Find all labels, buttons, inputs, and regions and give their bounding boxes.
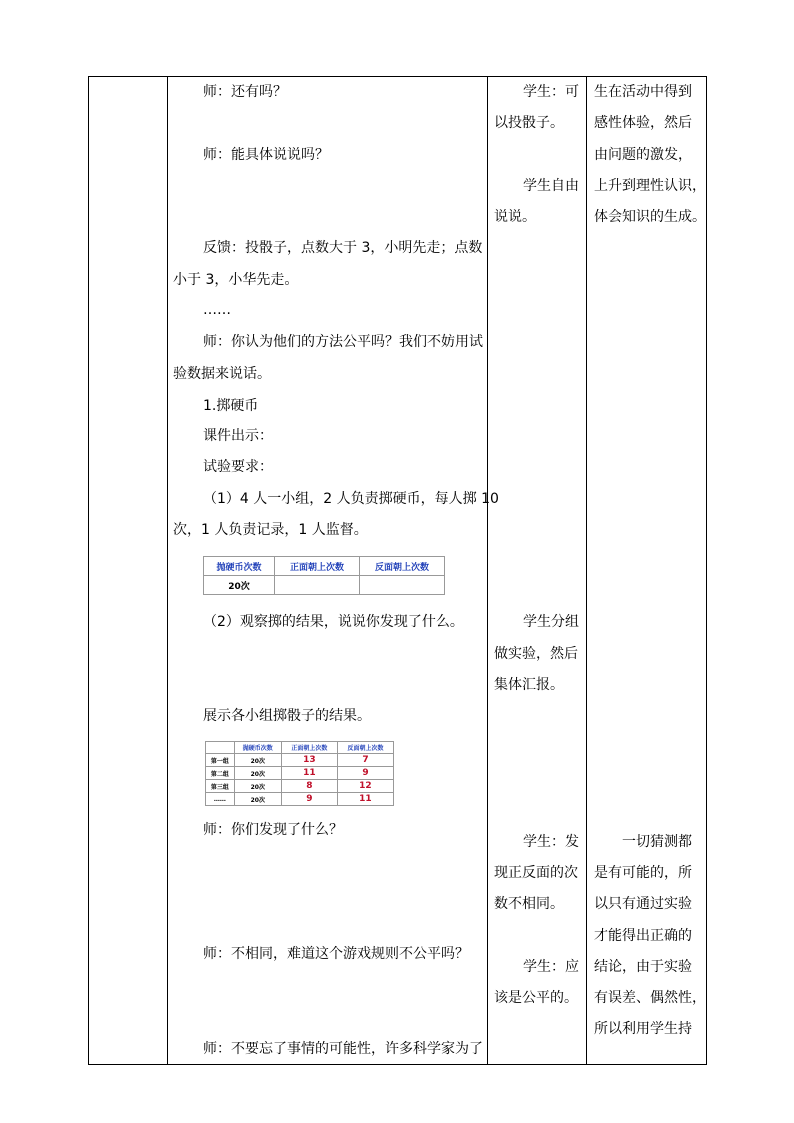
intent-line: 才能得出正确的 [594, 928, 692, 944]
teacher-line: 师：你们发现了什么？ [203, 822, 343, 838]
table-cell: 9 [281, 793, 337, 806]
student-line: 以投骰子。 [494, 115, 564, 131]
student-line: 说说。 [494, 209, 536, 225]
record-table [203, 556, 445, 595]
intent-line: 感性体验，然后 [594, 115, 692, 131]
student-line: 学生：可 [523, 84, 579, 100]
intent-line: 结论，由于实验 [594, 959, 692, 975]
table-row [206, 767, 394, 780]
requirements-label: 试验要求： [203, 459, 273, 475]
table-header: 反面朝上次数 [337, 742, 393, 754]
student-line: 学生自由 [523, 178, 579, 194]
teacher-line: 师：不要忘了事情的可能性，许多科学家为了 [203, 1041, 483, 1057]
table-cell: …… [206, 793, 235, 806]
results-intro: 展示各小组掷骰子的结果。 [203, 708, 371, 724]
student-line: 学生：应 [523, 959, 579, 975]
intent-line: 有误差、偶然性， [594, 990, 706, 1006]
requirement-item: （1）4 人一小组，2 人负责掷硬币，每人掷 10 [203, 491, 499, 507]
table-cell: 7 [337, 754, 393, 767]
student-line: 该是公平的。 [494, 990, 578, 1006]
table-row [206, 780, 394, 793]
table-header: 正面朝上次数 [275, 557, 360, 576]
table-cell: 11 [281, 767, 337, 780]
table-header: 抛硬币次数 [234, 742, 281, 754]
teacher-line: 师：能具体说说吗？ [203, 147, 329, 163]
courseware-label: 课件出示： [203, 428, 273, 444]
feedback-line: 小于 3，小华先走。 [173, 272, 299, 288]
table-header: 正面朝上次数 [281, 742, 337, 754]
student-line: 学生：发 [523, 834, 579, 850]
student-line: 集体汇报。 [494, 677, 564, 693]
column-divider [586, 77, 587, 1064]
table-cell: 20次 [234, 754, 281, 767]
intent-line: 一切猜测都 [622, 834, 692, 850]
requirement-item: （2）观察掷的结果，说说你发现了什么。 [203, 614, 464, 630]
table-row [206, 793, 394, 806]
student-line: 做实验，然后 [494, 646, 578, 662]
student-line: 现正反面的次 [494, 865, 578, 881]
intent-line: 是有可能的，所 [594, 865, 692, 881]
intent-line: 生在活动中得到 [594, 84, 692, 100]
table-row [206, 754, 394, 767]
table-cell: 12 [337, 780, 393, 793]
table-cell: 20次 [204, 576, 275, 595]
intent-line: 由问题的激发， [594, 147, 692, 163]
table-cell: 第三组 [206, 780, 235, 793]
intent-line: 体会知识的生成。 [594, 209, 706, 225]
table-cell: 第一组 [206, 754, 235, 767]
table-cell: 20次 [234, 780, 281, 793]
intent-line: 所以利用学生持 [594, 1021, 692, 1037]
intent-line: 上升到理性认识， [594, 178, 706, 194]
student-line: 数不相同。 [494, 896, 564, 912]
table-header: 抛硬币次数 [204, 557, 275, 576]
teacher-line: 师：还有吗？ [203, 84, 287, 100]
table-cell: 8 [281, 780, 337, 793]
table-cell: 13 [281, 754, 337, 767]
results-table [205, 741, 394, 806]
student-line: 学生分组 [523, 614, 579, 630]
table-cell [275, 576, 360, 595]
table-header: 反面朝上次数 [360, 557, 445, 576]
column-divider [167, 77, 168, 1064]
feedback-line: 反馈：投骰子，点数大于 3，小明先走；点数 [203, 240, 483, 256]
requirement-item: 次，1 人负责记录，1 人监督。 [173, 522, 368, 538]
table-cell: 20次 [234, 793, 281, 806]
teacher-line: 师：你认为他们的方法公平吗？我们不妨用试 [203, 334, 483, 350]
column-divider [487, 77, 488, 1064]
table-cell: 20次 [234, 767, 281, 780]
table-header [206, 742, 235, 754]
intent-line: 以只有通过实验 [594, 896, 692, 912]
section-heading: 1.掷硬币 [203, 398, 259, 414]
teacher-line: 验数据来说话。 [173, 366, 271, 382]
table-cell [360, 576, 445, 595]
teacher-line: 师：不相同，难道这个游戏规则不公平吗？ [203, 946, 469, 962]
table-cell: 11 [337, 793, 393, 806]
ellipsis: …… [203, 302, 231, 318]
table-cell: 第二组 [206, 767, 235, 780]
table-cell: 9 [337, 767, 393, 780]
